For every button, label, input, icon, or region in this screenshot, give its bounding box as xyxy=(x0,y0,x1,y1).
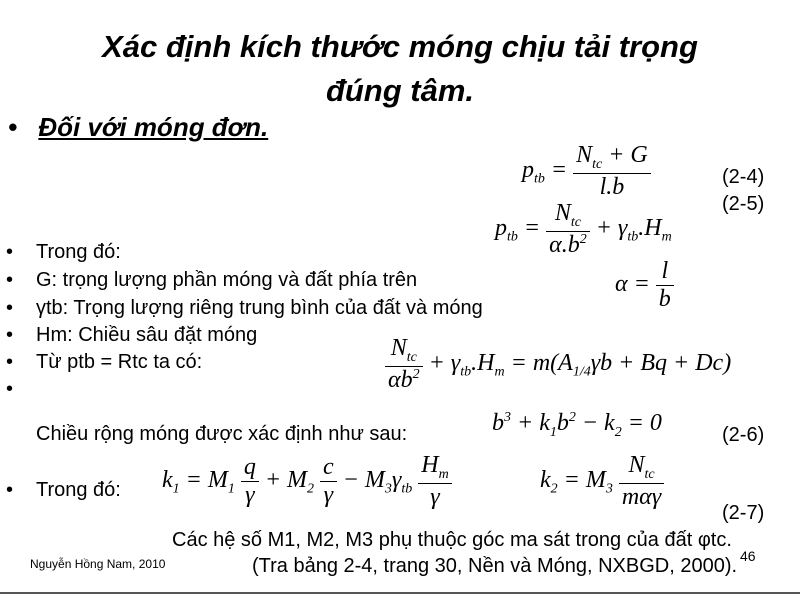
formula-ptb-2: $p_{tb}$ = $\frac{N_{tc}}{\alpha.b^2}$ + $\gamma_{tb}.H_m$ xyxy=(495,200,672,258)
equation-number-2-5: (2-5) xyxy=(722,193,765,215)
formula-ptb-1: $p_{tb}$ = $\frac{N_{tc} + G}{l.b}$ xyxy=(522,142,651,201)
footer-author: Nguyễn Hồng Nam, 2010 xyxy=(30,557,166,571)
equation-number-2-7: (2-7) xyxy=(722,502,765,524)
slide-title-line2: đúng tâm. xyxy=(325,73,475,108)
equation-number-2-4: (2-4) xyxy=(722,166,765,188)
formula-k2: $k_2 = M_3$ $\frac{N_{tc}}{\text{mαγ}}$ xyxy=(540,452,664,511)
formula-alpha: α = $\frac{l}{b}$ xyxy=(615,258,674,313)
list-item-tu-ptb: • Từ ptb = Rtc ta có: xyxy=(6,351,203,373)
note-line-2: (Tra bảng 2-4, trang 30, Nền và Móng, NXBGD, 2000). xyxy=(252,555,738,577)
list-item-trong-do: • Trong đó: xyxy=(6,241,121,263)
note-line-1: Các hệ số M1, M2, M3 phụ thuộc góc ma sát trong của đất φtc. xyxy=(172,529,732,551)
list-item-g: • G: trọng lượng phần móng và đất phía trên xyxy=(6,269,418,291)
list-item-hm: • Hm: Chiều sâu đặt móng xyxy=(6,324,258,346)
list-item-gamma-tb: • γtb: Trọng lượng riêng trung bình của đất và móng xyxy=(6,297,483,319)
width-determination-text: Chiều rộng móng được xác định như sau: xyxy=(36,423,408,445)
heading-text: Đối với móng đơn. xyxy=(38,112,269,142)
bullet-dot: • xyxy=(6,351,14,373)
bullet-dot: • xyxy=(6,378,14,400)
formula-cubic: $b^3 + k_1b^2 - k_2 = 0$ xyxy=(492,410,662,440)
bullet-dot: • xyxy=(6,241,14,263)
heading-bullet: • xyxy=(8,112,18,142)
bullet-dot: • xyxy=(6,297,14,319)
bullet-dot: • xyxy=(6,269,14,291)
list-item-empty xyxy=(6,377,36,401)
section-heading xyxy=(8,112,268,143)
formula-k1: $k_1 = M_1$ $\frac{q}{\gamma}$ + $M_2$ $\frac{c}{\gamma}$ − $M_3\gamma_{tb}$ $\frac{H_m}{\gamma}$ xyxy=(162,452,452,511)
bullet-dot: • xyxy=(6,324,14,346)
equation-number-2-6: (2-6) xyxy=(722,424,765,446)
formula-main-condition: $\frac{N_{tc}}{\alpha b^2}$ + $\gamma_{tb}.H_m = m(A_{1/4}\gamma b + Bq + Dc)$ xyxy=(385,335,731,394)
list-item-trong-do-2: • Trong đó: xyxy=(6,479,121,501)
bullet-dot: • xyxy=(6,479,14,501)
bottom-divider xyxy=(0,592,800,594)
slide-title-line1: Xác định kích thước móng chịu tải trọng xyxy=(102,29,698,64)
page-number: 46 xyxy=(740,548,756,564)
